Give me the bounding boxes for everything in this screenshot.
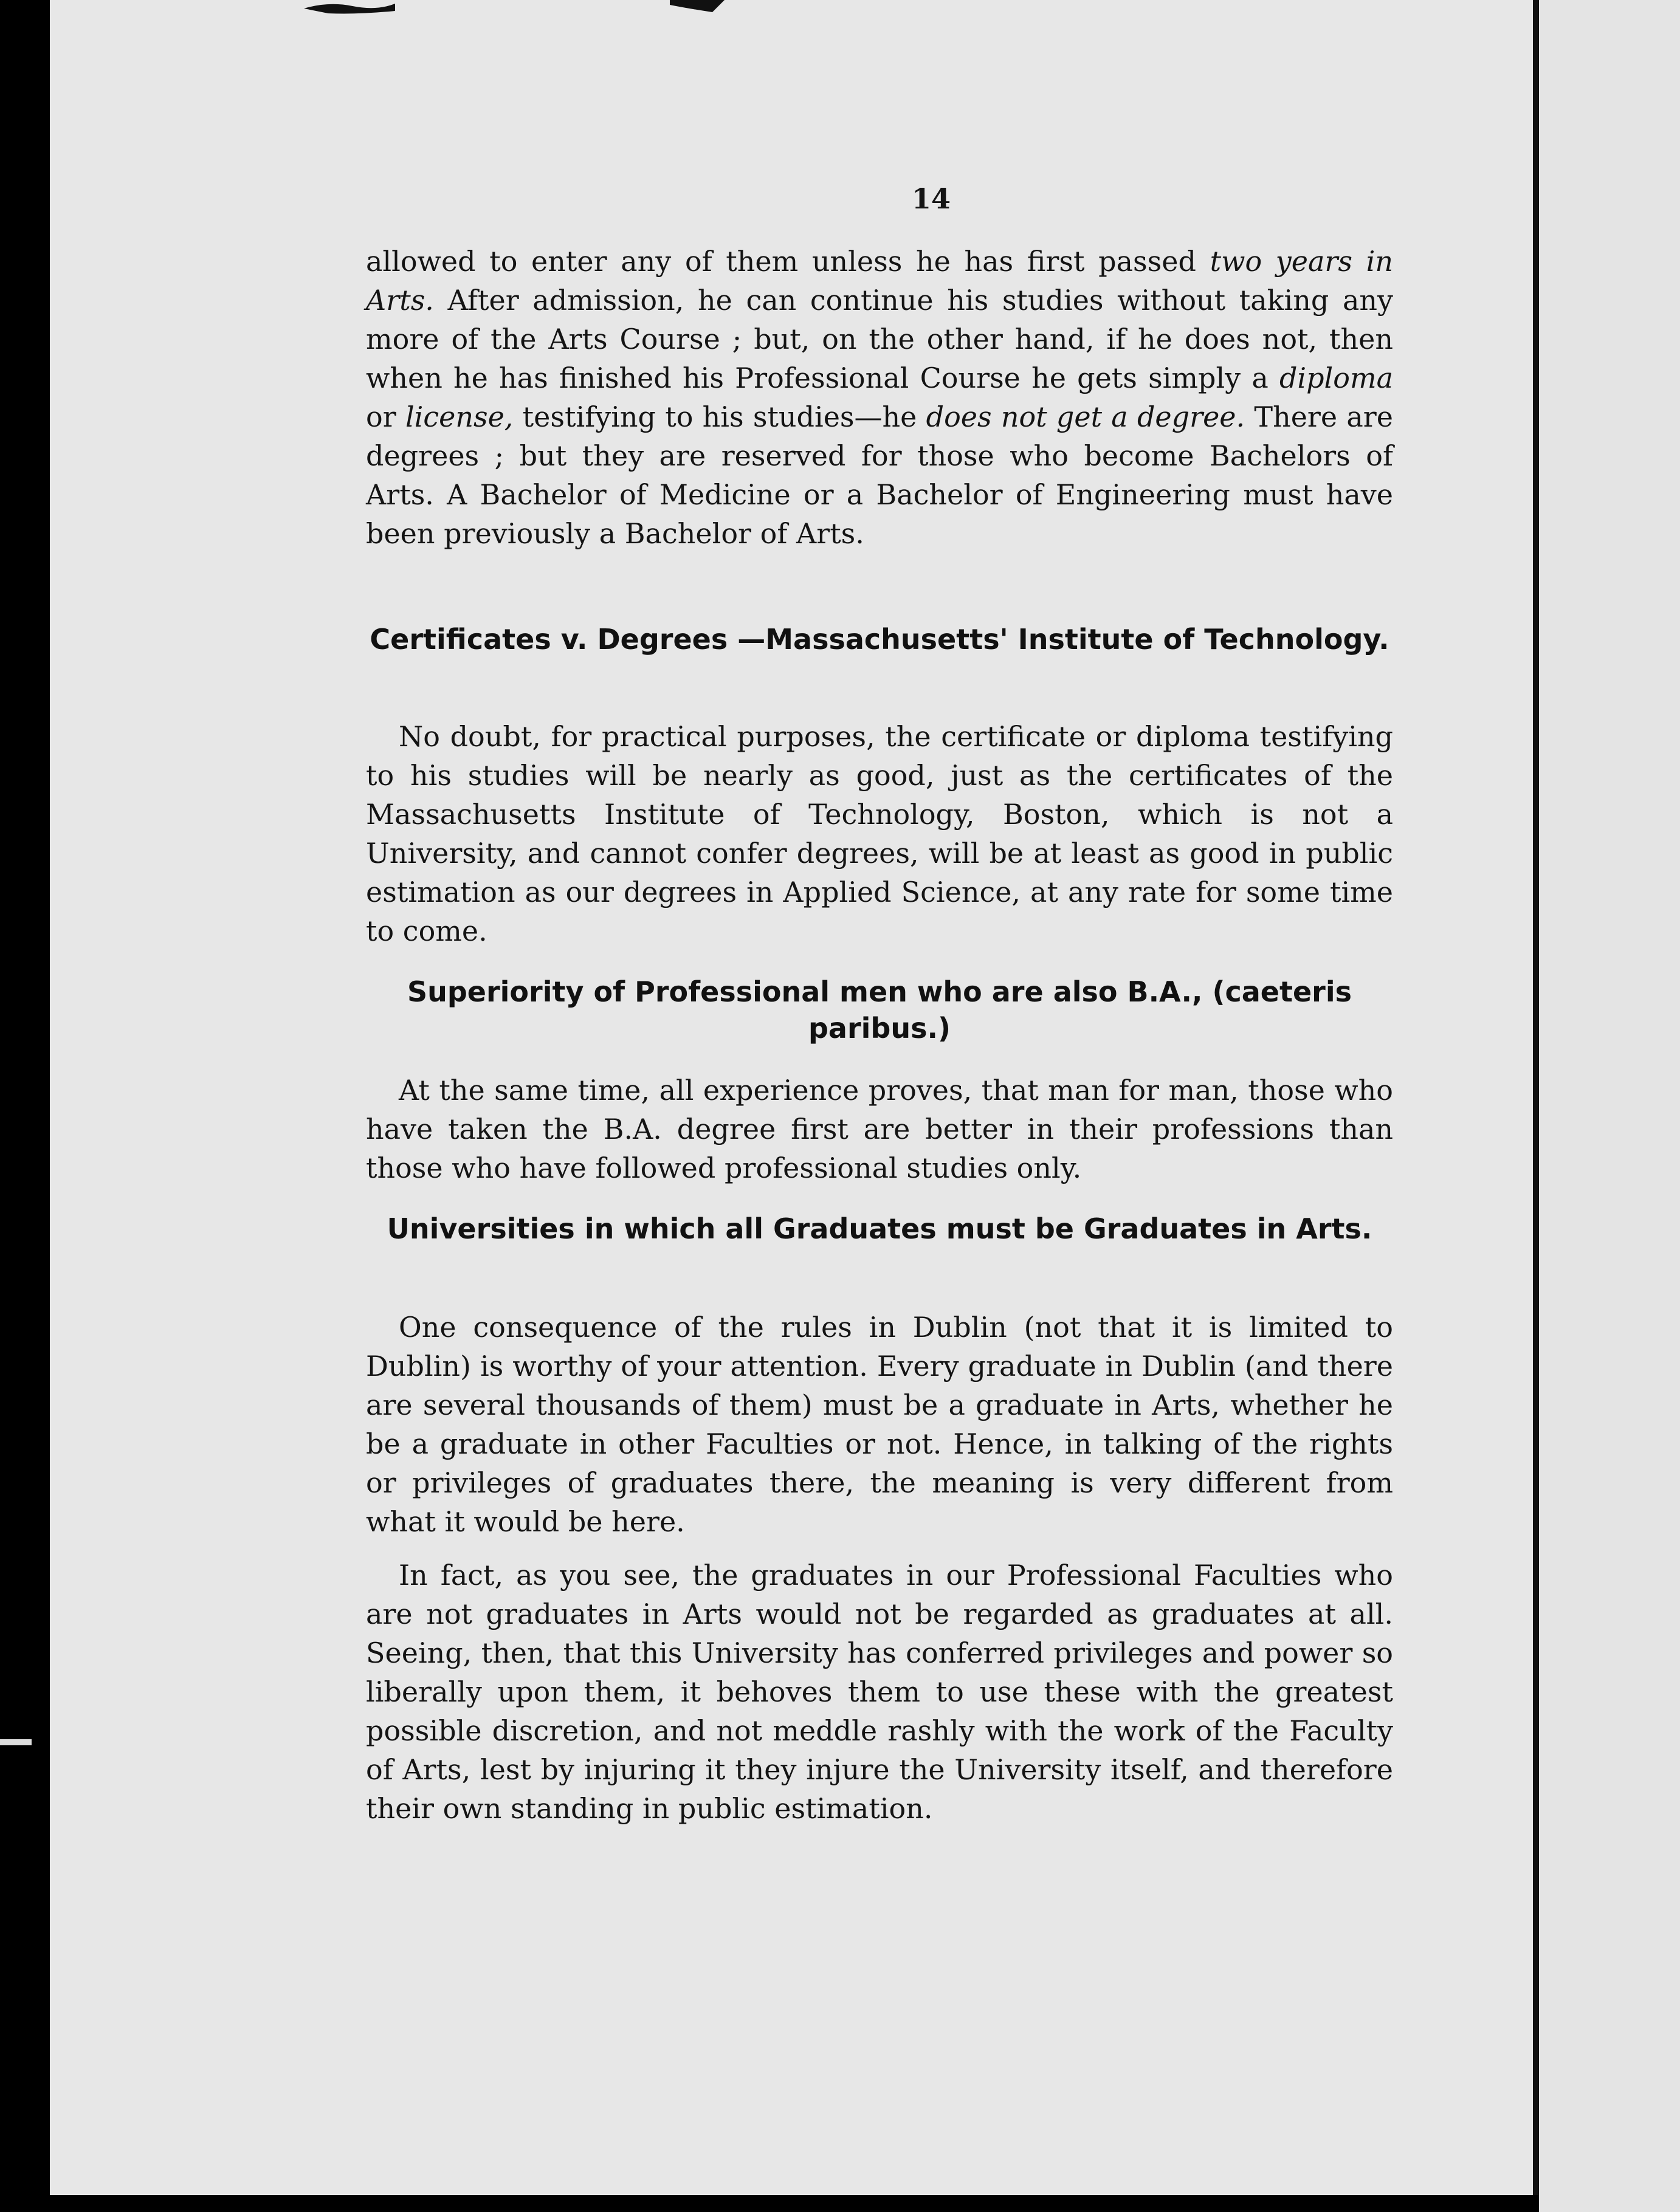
paragraph-text: After admission, he can continue his studies without taking any more of the Arts Course ; but, on the other hand, if he does not, then when he has finished his Professional Course he gets simply a <box>366 284 1393 394</box>
emphasis-text: license, <box>405 400 514 433</box>
heading-certificates-v-degrees: Certificates v. Degrees —Massachusetts' Institute of Technology. <box>370 623 1389 656</box>
facing-page-edge <box>1539 0 1680 2212</box>
ink-smudge-top-right <box>670 0 725 16</box>
paragraph-text: allowed to enter any of them unless he has first passed <box>366 245 1210 278</box>
scan-mark <box>0 1739 32 1745</box>
paragraph-certificates: No doubt, for practical purposes, the certificate or diploma testifying to his studies will be nearly as good, just as the certificates of the Massachusetts Institute of Technology, Boston, which is not a University, and cannot confer degrees, will be at least as good in public estimation as our degrees in Applied Science, at any rate for some time to come. <box>366 720 1393 947</box>
page-number: 14 <box>911 182 951 215</box>
paragraph-text: testifying to his studies—he <box>513 400 926 433</box>
paragraph-professional-faculties: In fact, as you see, the graduates in our Professional Faculties who are not graduates in Arts would not be regarded as graduates at all. Seeing, then, that this University has conferred privileges and power so liberally upon them, it behoves them to use these with the greatest possible discretion, and not meddle rashly with the work of the Faculty of Arts, lest by injuring it they injure the University itself, and therefore their own standing in public estimation. <box>366 1559 1393 1825</box>
ink-smudge-top-left <box>304 0 395 16</box>
paragraph-arts-requirement <box>366 242 1393 553</box>
heading-universities-graduates-in-arts: Universities in which all Graduates must be Graduates in Arts. <box>387 1212 1372 1245</box>
emphasis-text: diploma <box>1279 362 1393 394</box>
paragraph-experience: At the same time, all experience proves, that man for man, those who have taken the B.A. degree first are better in their professions than those who have followed professional studies only. <box>366 1074 1393 1184</box>
paragraph-text: There are degrees ; but they are reserved for those who become Bachelors of Arts. A Bachelor of Medicine or a Bachelor of Engineering must have been previously a Bachelor of Arts. <box>366 400 1394 550</box>
paragraph-text: or <box>366 400 405 433</box>
scanned-page <box>50 0 1539 2195</box>
paragraph-dublin: One consequence of the rules in Dublin (not that it is limited to Dublin) is worthy of your attention. Every graduate in Dublin (and there are several thousands of them) must be a graduate in Arts, whether he be a graduate in other Faculties or not. Hence, in talking of the rights or privileges of graduates there, the meaning is very different from what it would be here. <box>366 1311 1393 1538</box>
emphasis-text: does not get a degree. <box>926 400 1245 433</box>
emphasis-text: two years in Arts. <box>366 245 1393 317</box>
heading-superiority-of-professional-men: Superiority of Professional men who are also B.A., (caeteris paribus.) <box>407 975 1352 1045</box>
